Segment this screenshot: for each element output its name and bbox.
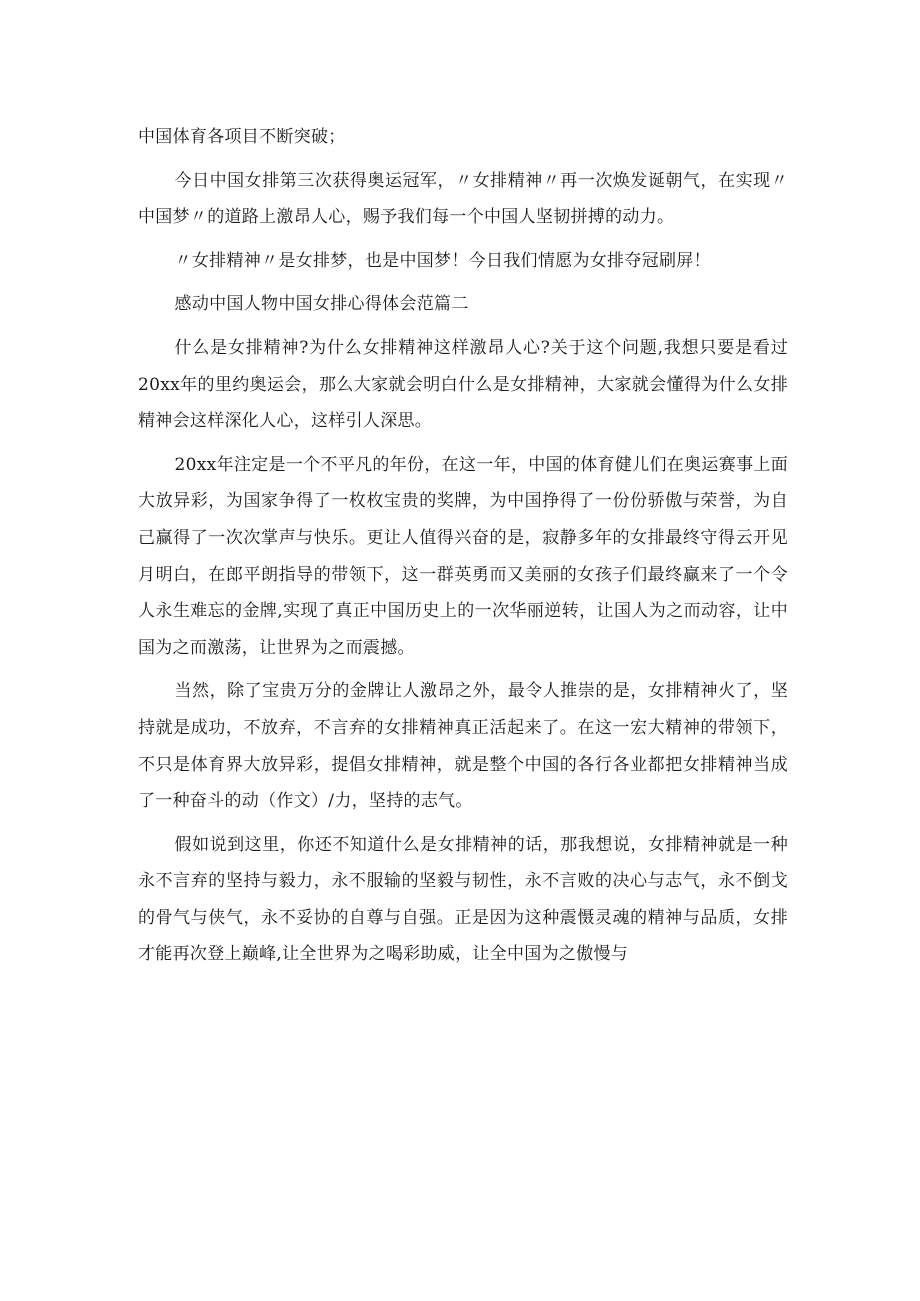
paragraph-5: 20xx年注定是一个不平凡的年份，在这一年，中国的体育健儿们在奥运赛事上面大放异彩，为国家争得了一枚枚宝贵的奖牌，为中国挣得了一份份骄傲与荣誉，为自己赢得了一次次掌声与快乐。更让人值得兴奋的是，寂静多年的女排最终守得云开见月明白，在郎平朗指导的带领下，这一群英勇而又美丽的女孩子们最终赢来了一个令人永生难忘的金牌,实现了真正中国历史上的一次华丽逆转，让国人为之而动容，让中国为之而激荡，让世界为之而震撼。 [138, 454, 788, 658]
paragraph-3: 〃女排精神〃是女排梦，也是中国梦！今日我们情愿为女排夺冠刷屏！ [174, 250, 711, 271]
paragraph-7: 假如说到这里，你还不知道什么是女排精神的话，那我想说，女排精神就是一种永不言弃的坚持与毅力，永不服输的坚毅与韧性，永不言败的决心与志气，永不倒戈的骨气与侠气，永不妥协的自尊与自强。正是因为这种震慑灵魂的精神与品质，女排才能再次登上巅峰,让全世界为之喝彩助威，让全中国为之傲慢与 [138, 834, 788, 965]
section-heading: 感动中国人物中国女排心得体会范篇二 [174, 294, 469, 315]
paragraph-2: 今日中国女排第三次获得奥运冠军，〃女排精神〃再一次焕发诞朝气，在实现〃中国梦〃的道路上激昂人心，赐予我们每一个中国人坚韧拼搏的动力。 [138, 170, 788, 228]
paragraph-1: 中国体育各项目不断突破； [138, 127, 346, 147]
document-body [138, 119, 788, 980]
paragraph-4: 什么是女排精神?为什么女排精神这样激昂人心?关于这个问题,我想只要是看过20xx年的里约奥运会，那么大家就会明白什么是女排精神，大家就会懂得为什么女排精神会这样深化人心，这样引人深思。 [138, 337, 788, 432]
paragraph-6: 当然，除了宝贵万分的金牌让人激昂之外，最令人推崇的是，女排精神火了，坚持就是成功，不放弃，不言弃的女排精神真正活起来了。在这一宏大精神的带领下，不只是体育界大放异彩，提倡女排精神，就是整个中国的各行各业都把女排精神当成了一种奋斗的动（作文）/力，坚持的志气。 [138, 681, 788, 812]
